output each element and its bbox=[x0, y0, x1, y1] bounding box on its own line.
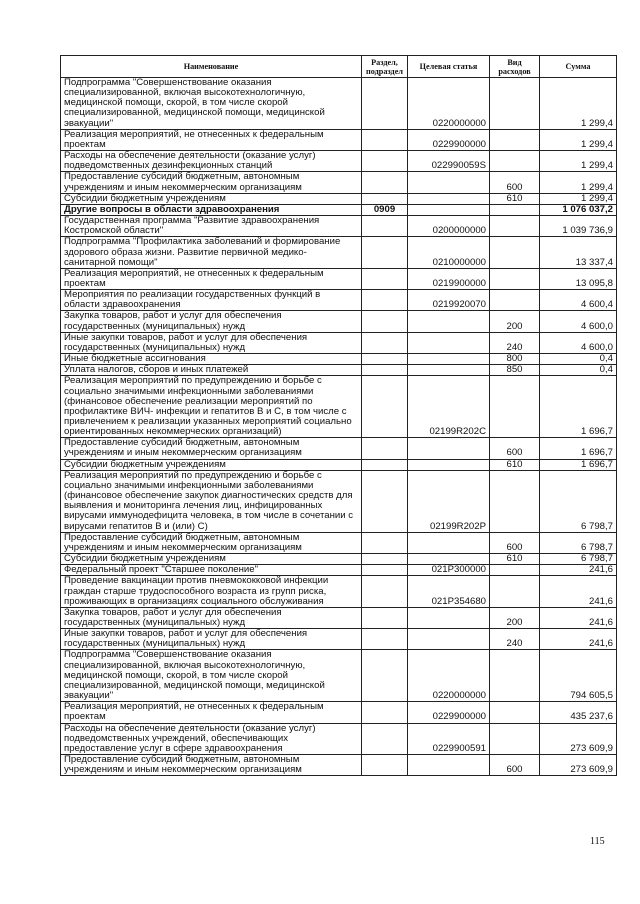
budget-table bbox=[60, 55, 617, 776]
cell-target: 022990059S bbox=[408, 151, 490, 172]
cell-name: Уплата налогов, сборов и иных платежей bbox=[61, 365, 362, 376]
cell-type bbox=[490, 129, 540, 150]
cell-type: 240 bbox=[490, 629, 540, 650]
cell-section bbox=[362, 129, 408, 150]
cell-sum: 241,6 bbox=[540, 565, 617, 576]
cell-type: 600 bbox=[490, 172, 540, 193]
column-header-name: Наименование bbox=[61, 56, 362, 78]
cell-section bbox=[362, 193, 408, 204]
cell-sum: 0,4 bbox=[540, 365, 617, 376]
cell-type: 600 bbox=[490, 532, 540, 553]
cell-target bbox=[408, 332, 490, 353]
cell-section bbox=[362, 438, 408, 459]
cell-name: Проведение вакцинации против пневмококковой инфекции граждан старше трудоспособного возраста из групп риска, проживающих в организациях социального обслуживания bbox=[61, 576, 362, 607]
cell-name: Подпрограмма "Совершенствование оказания специализированной, включая высокотехнологичную, медицинской помощи, скорой, в том числе скорой специализированной, медицинской помощи, медицинской эвакуации" bbox=[61, 78, 362, 130]
cell-type bbox=[490, 151, 540, 172]
cell-sum: 241,6 bbox=[540, 607, 617, 628]
cell-target: 0229900000 bbox=[408, 702, 490, 723]
cell-sum: 1 076 037,2 bbox=[540, 204, 617, 215]
column-header-sum: Сумма bbox=[540, 56, 617, 78]
cell-section bbox=[362, 470, 408, 532]
cell-type bbox=[490, 565, 540, 576]
table-row bbox=[61, 723, 617, 754]
cell-sum: 1 299,4 bbox=[540, 151, 617, 172]
cell-section bbox=[362, 78, 408, 130]
cell-section bbox=[362, 607, 408, 628]
cell-section bbox=[362, 723, 408, 754]
cell-section bbox=[362, 565, 408, 576]
table-row bbox=[61, 607, 617, 628]
cell-name: Закупка товаров, работ и услуг для обеспечения государственных (муниципальных) нужд bbox=[61, 607, 362, 628]
cell-target: 0200000000 bbox=[408, 216, 490, 237]
table-header-row bbox=[61, 56, 617, 78]
cell-sum: 1 299,4 bbox=[540, 78, 617, 130]
cell-target: 021P354680 bbox=[408, 576, 490, 607]
cell-name: Субсидии бюджетным учреждениям bbox=[61, 459, 362, 470]
table-row bbox=[61, 151, 617, 172]
cell-sum: 1 696,7 bbox=[540, 459, 617, 470]
cell-section bbox=[362, 290, 408, 311]
cell-name: Федеральный проект "Старшее поколение" bbox=[61, 565, 362, 576]
cell-sum: 6 798,7 bbox=[540, 554, 617, 565]
cell-name: Предоставление субсидий бюджетным, автономным учреждениям и иным некоммерческим организациям bbox=[61, 532, 362, 553]
cell-section bbox=[362, 365, 408, 376]
cell-target bbox=[408, 204, 490, 215]
cell-name: Мероприятия по реализации государственных функций в области здравоохранения bbox=[61, 290, 362, 311]
table-row bbox=[61, 268, 617, 289]
column-header-type: Вид расходов bbox=[490, 56, 540, 78]
cell-section bbox=[362, 354, 408, 365]
cell-name: Реализация мероприятий, не отнесенных к федеральным проектам bbox=[61, 268, 362, 289]
cell-name: Предоставление субсидий бюджетным, автономным учреждениям и иным некоммерческим организациям bbox=[61, 438, 362, 459]
cell-type bbox=[490, 237, 540, 268]
cell-name: Государственная программа "Развитие здравоохранения Костромской области" bbox=[61, 216, 362, 237]
table-row bbox=[61, 290, 617, 311]
cell-type: 850 bbox=[490, 365, 540, 376]
cell-sum: 1 039 736,9 bbox=[540, 216, 617, 237]
cell-name: Субсидии бюджетным учреждениям bbox=[61, 193, 362, 204]
cell-sum: 1 696,7 bbox=[540, 376, 617, 438]
cell-target bbox=[408, 172, 490, 193]
cell-section bbox=[362, 311, 408, 332]
cell-name: Реализация мероприятий по предупреждению и борьбе с социально значимыми инфекционными заболеваниями (финансовое обеспечение реализации мероприятий по профилактике ВИЧ- инфекции и гепатитов В и С, в том числе с привлечением к реализации указанных мероприятий социально ориентированных некоммерческих организаций) bbox=[61, 376, 362, 438]
cell-name: Другие вопросы в области здравоохранения bbox=[61, 204, 362, 215]
page-number: 115 bbox=[590, 836, 605, 847]
cell-target bbox=[408, 459, 490, 470]
cell-type bbox=[490, 78, 540, 130]
table-row bbox=[61, 650, 617, 702]
cell-type bbox=[490, 650, 540, 702]
cell-name: Реализация мероприятий, не отнесенных к федеральным проектам bbox=[61, 129, 362, 150]
cell-section bbox=[362, 376, 408, 438]
cell-section bbox=[362, 629, 408, 650]
cell-name: Субсидии бюджетным учреждениям bbox=[61, 554, 362, 565]
cell-sum: 794 605,5 bbox=[540, 650, 617, 702]
cell-section bbox=[362, 755, 408, 776]
cell-sum: 1 299,4 bbox=[540, 172, 617, 193]
cell-name: Реализация мероприятий, не отнесенных к федеральным проектам bbox=[61, 702, 362, 723]
cell-target: 0219920070 bbox=[408, 290, 490, 311]
table-row bbox=[61, 576, 617, 607]
table-row bbox=[61, 438, 617, 459]
table-row bbox=[61, 354, 617, 365]
cell-section bbox=[362, 268, 408, 289]
cell-section bbox=[362, 216, 408, 237]
cell-name: Подпрограмма "Совершенствование оказания специализированной, включая высокотехнологичную, медицинской помощи, скорой, в том числе скорой специализированной, медицинской помощи, медицинской эвакуации" bbox=[61, 650, 362, 702]
cell-sum: 13 337,4 bbox=[540, 237, 617, 268]
cell-target: 021P300000 bbox=[408, 565, 490, 576]
table-row bbox=[61, 332, 617, 353]
column-header-target: Целевая статья bbox=[408, 56, 490, 78]
table-row bbox=[61, 216, 617, 237]
cell-type bbox=[490, 376, 540, 438]
cell-target: 0229900591 bbox=[408, 723, 490, 754]
cell-type: 610 bbox=[490, 554, 540, 565]
cell-type bbox=[490, 216, 540, 237]
cell-type bbox=[490, 290, 540, 311]
cell-section bbox=[362, 332, 408, 353]
cell-type bbox=[490, 470, 540, 532]
cell-type: 800 bbox=[490, 354, 540, 365]
cell-sum: 435 237,6 bbox=[540, 702, 617, 723]
cell-name: Расходы на обеспечение деятельности (оказание услуг) подведомственных учреждений, обеспечивающих предоставление услуг в сфере здравоохранения bbox=[61, 723, 362, 754]
cell-type: 200 bbox=[490, 311, 540, 332]
cell-target bbox=[408, 438, 490, 459]
cell-section bbox=[362, 702, 408, 723]
cell-sum: 241,6 bbox=[540, 629, 617, 650]
cell-type bbox=[490, 576, 540, 607]
table-row bbox=[61, 629, 617, 650]
cell-target bbox=[408, 193, 490, 204]
cell-sum: 1 696,7 bbox=[540, 438, 617, 459]
cell-target bbox=[408, 365, 490, 376]
cell-section bbox=[362, 554, 408, 565]
cell-target: 0219900000 bbox=[408, 268, 490, 289]
cell-sum: 273 609,9 bbox=[540, 755, 617, 776]
table-row bbox=[61, 376, 617, 438]
table-row bbox=[61, 129, 617, 150]
table-body bbox=[61, 78, 617, 776]
cell-type bbox=[490, 702, 540, 723]
cell-section bbox=[362, 459, 408, 470]
cell-target: 0220000000 bbox=[408, 78, 490, 130]
cell-sum: 4 600,4 bbox=[540, 290, 617, 311]
table-row bbox=[61, 554, 617, 565]
cell-type bbox=[490, 268, 540, 289]
cell-target bbox=[408, 354, 490, 365]
column-header-section: Раздел, подраздел bbox=[362, 56, 408, 78]
cell-name: Иные закупки товаров, работ и услуг для обеспечения государственных (муниципальных) нужд bbox=[61, 629, 362, 650]
table-row bbox=[61, 237, 617, 268]
cell-sum: 13 095,8 bbox=[540, 268, 617, 289]
table-row bbox=[61, 172, 617, 193]
table-row bbox=[61, 459, 617, 470]
cell-sum: 273 609,9 bbox=[540, 723, 617, 754]
table-row bbox=[61, 565, 617, 576]
cell-name: Иные закупки товаров, работ и услуг для обеспечения государственных (муниципальных) нужд bbox=[61, 332, 362, 353]
cell-name: Реализация мероприятий по предупреждению и борьбе с социально значимыми инфекционными заболеваниями (финансовое обеспечение закупок диагностических средств для выявления и мониторинга лечения лиц, инфицированных вирусами иммунодефицита человека, в том числе в сочетании с вирусами гепатитов В и (или) С) bbox=[61, 470, 362, 532]
cell-name: Предоставление субсидий бюджетным, автономным учреждениям и иным некоммерческим организациям bbox=[61, 755, 362, 776]
table-row bbox=[61, 755, 617, 776]
table-row bbox=[61, 702, 617, 723]
cell-sum: 4 600,0 bbox=[540, 332, 617, 353]
cell-target: 0229900000 bbox=[408, 129, 490, 150]
cell-name: Предоставление субсидий бюджетным, автономным учреждениям и иным некоммерческим организациям bbox=[61, 172, 362, 193]
table-row bbox=[61, 311, 617, 332]
cell-target: 02199R202C bbox=[408, 376, 490, 438]
cell-type: 240 bbox=[490, 332, 540, 353]
table-row bbox=[61, 365, 617, 376]
cell-name: Расходы на обеспечение деятельности (оказание услуг) подведомственных дезинфекционных станций bbox=[61, 151, 362, 172]
cell-sum: 241,6 bbox=[540, 576, 617, 607]
cell-sum: 1 299,4 bbox=[540, 129, 617, 150]
cell-sum: 6 798,7 bbox=[540, 470, 617, 532]
cell-type bbox=[490, 723, 540, 754]
cell-type: 610 bbox=[490, 193, 540, 204]
cell-section bbox=[362, 172, 408, 193]
table-row bbox=[61, 204, 617, 215]
cell-type: 600 bbox=[490, 438, 540, 459]
cell-sum: 0,4 bbox=[540, 354, 617, 365]
cell-target: 0220000000 bbox=[408, 650, 490, 702]
table-row bbox=[61, 78, 617, 130]
cell-type: 610 bbox=[490, 459, 540, 470]
cell-section bbox=[362, 576, 408, 607]
cell-section bbox=[362, 237, 408, 268]
cell-sum: 6 798,7 bbox=[540, 532, 617, 553]
cell-section bbox=[362, 650, 408, 702]
cell-name: Закупка товаров, работ и услуг для обеспечения государственных (муниципальных) нужд bbox=[61, 311, 362, 332]
cell-section bbox=[362, 151, 408, 172]
cell-name: Подпрограмма "Профилактика заболеваний и формирование здорового образа жизни. Развитие первичной медико- санитарной помощи" bbox=[61, 237, 362, 268]
cell-sum: 4 600,0 bbox=[540, 311, 617, 332]
table-row bbox=[61, 470, 617, 532]
table-row bbox=[61, 193, 617, 204]
cell-target: 02199R202P bbox=[408, 470, 490, 532]
cell-name: Иные бюджетные ассигнования bbox=[61, 354, 362, 365]
cell-type bbox=[490, 204, 540, 215]
cell-sum: 1 299,4 bbox=[540, 193, 617, 204]
cell-target bbox=[408, 629, 490, 650]
cell-type: 200 bbox=[490, 607, 540, 628]
cell-target bbox=[408, 532, 490, 553]
cell-target bbox=[408, 311, 490, 332]
cell-target bbox=[408, 607, 490, 628]
cell-target bbox=[408, 554, 490, 565]
cell-target bbox=[408, 755, 490, 776]
cell-type: 600 bbox=[490, 755, 540, 776]
cell-section bbox=[362, 532, 408, 553]
cell-section: 0909 bbox=[362, 204, 408, 215]
cell-target: 0210000000 bbox=[408, 237, 490, 268]
table-row bbox=[61, 532, 617, 553]
